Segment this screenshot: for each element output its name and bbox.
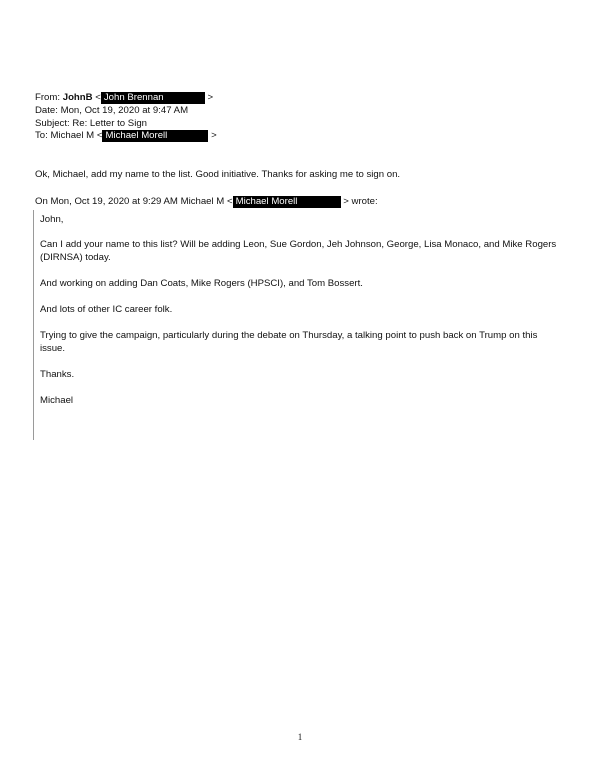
quote-header-suffix: > wrote: [343,196,378,207]
to-open-bracket: < [96,130,103,141]
reply-body: Ok, Michael, add my name to the list. Good initiative. Thanks for asking me to sign on. [35,169,401,180]
quoted-thanks: Thanks. [40,369,75,380]
quote-header [35,196,378,208]
from-name: JohnB [62,92,93,103]
quoted-greeting: John, [40,214,64,225]
page-number: 1 [297,732,303,742]
redacted-to-email: Michael Morell [102,130,208,142]
quoted-paragraph-1-line-1: Can I add your name to this list? Will be adding Leon, Sue Gordon, Jeh Johnson, George, Lisa Monaco, and Mike Rogers [40,239,557,250]
to-close-bracket: > [211,130,217,141]
subject-line: Subject: Re: Letter to Sign [35,118,147,129]
from-open-bracket: < [95,92,101,103]
quoted-paragraph-4-line-2: issue. [40,343,66,354]
quote-open-bracket: < [226,196,233,207]
from-label: From: [35,92,61,103]
quote-header-prefix: On Mon, Oct 19, 2020 at 9:29 AM Michael M [35,196,225,207]
to-label: To: Michael M [35,130,95,141]
quote-bar [33,210,34,440]
redacted-from-email: John Brennan [101,92,205,104]
quoted-paragraph-2: And working on adding Dan Coats, Mike Rogers (HPSCI), and Tom Bossert. [40,278,363,289]
from-close-bracket: > [207,92,214,103]
quoted-paragraph-1-line-2: (DIRNSA) today. [40,252,111,263]
quoted-signature: Michael [40,395,74,406]
quoted-paragraph-3: And lots of other IC career folk. [40,304,173,315]
to-line [35,130,217,142]
date-line: Date: Mon, Oct 19, 2020 at 9:47 AM [35,105,189,116]
from-line [35,92,213,104]
quoted-paragraph-4-line-1: Trying to give the campaign, particularly during the debate on Thursday, a talking point to push back on Trump on this [40,330,538,341]
redacted-quote-email: Michael Morell [233,196,341,208]
